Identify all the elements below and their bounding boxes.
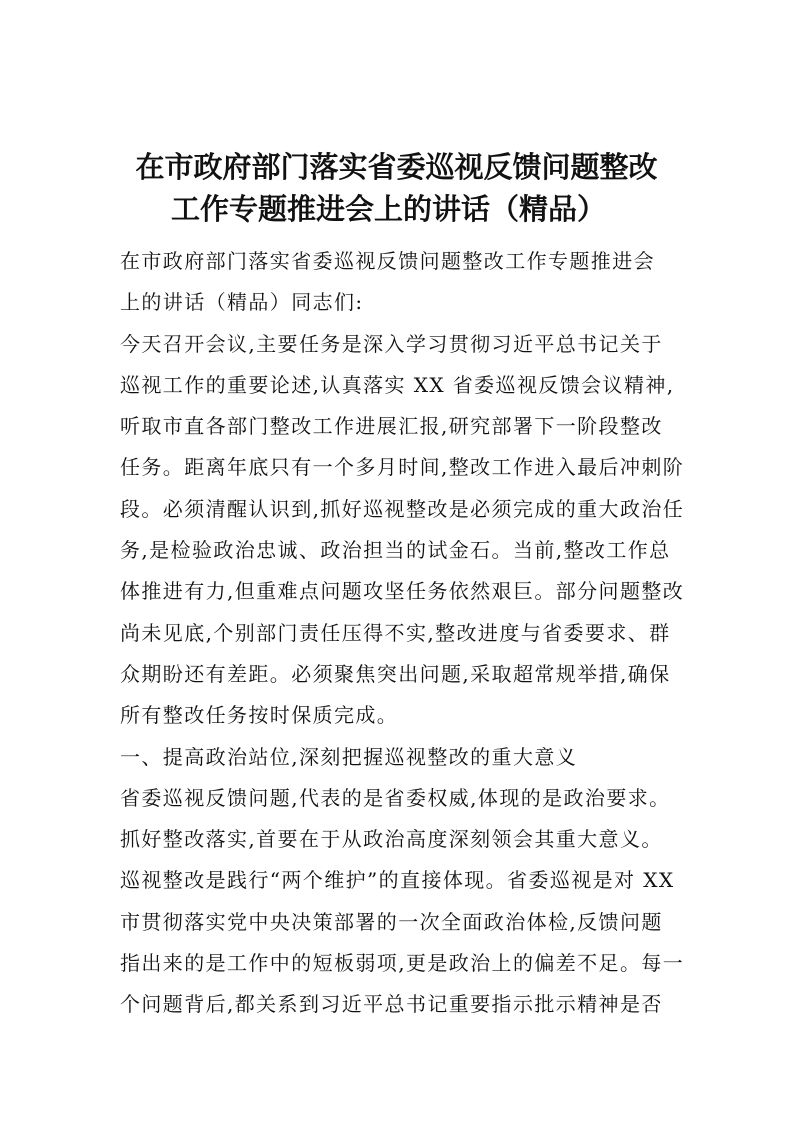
body-text-line: 巡视工作的重要论述,认真落实 XX 省委巡视反馈会议精神,	[120, 372, 675, 397]
body-text-line: 务,是检验政治忠诚、政治担当的试金石。当前,整改工作总	[120, 538, 671, 563]
body-text-line: 抓好整改落实,首要在于从政治高度深刻领会其重大意义。	[120, 827, 663, 852]
body-text-line: 上的讲话（精品）同志们:	[120, 290, 364, 315]
body-text-line: 众期盼还有差距。必须聚焦突出问题,采取超常规举措,确保	[120, 661, 671, 686]
body-text-line: 今天召开会议,主要任务是深入学习贯彻习近平总书记关于	[120, 331, 663, 356]
body-text-line: 听取市直各部门整改工作进展汇报,研究部署下一阶段整改	[120, 414, 663, 439]
document-title-line-1: 在市政府部门落实省委巡视反馈问题整改	[135, 150, 658, 185]
body-text-line: 段。必须清醒认识到,抓好巡视整改是必须完成的重大政治任	[120, 496, 685, 521]
body-text-line: 省委巡视反馈问题,代表的是省委权威,体现的是政治要求。	[120, 785, 671, 810]
document-body	[120, 241, 690, 1026]
body-text-line: 在市政府部门落实省委巡视反馈问题整改工作专题推进会	[120, 249, 655, 273]
body-text-line: 巡视整改是践行“两个维护”的直接体现。省委巡视是对 XX	[120, 868, 675, 893]
body-text-line: 尚未见底,个别部门责任压得不实,整改进度与省委要求、群	[120, 620, 671, 645]
document-title-line-2: 工作专题推进会上的讲话（精品）	[170, 192, 606, 227]
body-text-line: 体推进有力,但重难点问题攻坚任务依然艰巨。部分问题整改	[120, 579, 685, 604]
body-text-line: 一、提高政治站位,深刻把握巡视整改的重大意义	[120, 744, 578, 769]
body-text-line: 所有整改任务按时保质完成。	[120, 703, 399, 728]
body-text-line: 个问题背后,都关系到习近平总书记重要指示批示精神是否	[120, 992, 663, 1017]
body-text-line: 市贯彻落实党中央决策部署的一次全面政治体检,反馈问题	[120, 909, 663, 934]
body-text-line: 任务。距离年底只有一个多月时间,整改工作进入最后冲刺阶	[120, 455, 685, 480]
body-text-line: 指出来的是工作中的短板弱项,更是政治上的偏差不足。每一	[120, 951, 685, 976]
